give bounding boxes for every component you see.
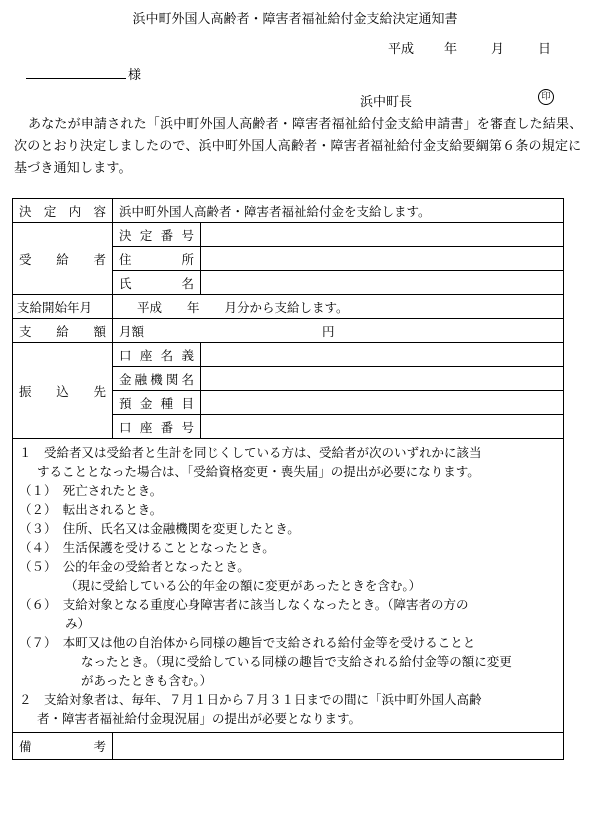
transfer-row-text-char: 機 bbox=[150, 371, 163, 387]
start-month-value: 平成 年 月分から支給します。 bbox=[113, 295, 564, 319]
addressee-suffix: 様 bbox=[128, 68, 142, 83]
recipient-row-text-char: 番 bbox=[160, 227, 174, 243]
recipient-row-text bbox=[119, 250, 194, 268]
decision-label bbox=[13, 199, 113, 223]
transfer-row-text-char: 義 bbox=[181, 347, 194, 363]
amount-label-text bbox=[19, 322, 106, 340]
recipient-row-text-char: 決 bbox=[119, 227, 132, 243]
note-line: なったとき。（現に受給している同様の趣旨で支給される給付金等の額に変更 bbox=[81, 654, 512, 669]
document-title: 浜中町外国人高齢者・障害者福祉給付金支給決定通知書 bbox=[132, 12, 458, 27]
amount-value bbox=[113, 319, 564, 343]
transfer-row-text bbox=[119, 346, 194, 364]
recipient-label bbox=[13, 223, 113, 295]
date-era: 平成 bbox=[388, 42, 415, 57]
recipient-value-field[interactable] bbox=[201, 271, 564, 295]
decision-label-text-char: 内 bbox=[68, 203, 82, 219]
recipient-row-text-char: 定 bbox=[139, 227, 153, 243]
decision-table bbox=[12, 198, 564, 760]
transfer-row-text-char: 融 bbox=[134, 371, 148, 387]
transfer-row-label bbox=[113, 367, 201, 391]
transfer-label-text-char: 込 bbox=[56, 383, 69, 399]
recipient-label-text-char: 給 bbox=[56, 251, 69, 267]
issue-date bbox=[388, 38, 551, 57]
addressee-blank-line bbox=[26, 78, 126, 79]
recipient-row-label bbox=[113, 223, 201, 247]
amount-label-text-char: 支 bbox=[19, 323, 32, 339]
recipient-row-text-char: 号 bbox=[181, 227, 194, 243]
remarks-label-text-char: 考 bbox=[93, 739, 106, 754]
transfer-row-label bbox=[113, 343, 201, 367]
transfer-value-field[interactable] bbox=[201, 343, 564, 367]
notes-section bbox=[13, 439, 564, 733]
note-line: することとなった場合は、「受給資格変更・喪失届」の提出が必要になります。 bbox=[37, 464, 480, 479]
transfer-value-field[interactable] bbox=[201, 415, 564, 439]
transfer-row-text-char: 口 bbox=[119, 347, 132, 363]
note-line: ２ 支給対象者は、毎年、７月１日から７月３１日までの間に「浜中町外国人高齢 bbox=[19, 692, 482, 707]
transfer-row-text-char: 金 bbox=[119, 371, 132, 387]
note-line: （３） 住所、氏名又は金融機関を変更したとき。 bbox=[19, 521, 300, 536]
amount-label-text-char: 額 bbox=[93, 323, 106, 339]
note-line: （６） 支給対象となる重度心身障害者に該当しなくなったとき。（障害者の方の bbox=[19, 597, 469, 612]
recipient-row-text-char: 名 bbox=[181, 275, 194, 291]
recipient-row-text bbox=[119, 274, 194, 292]
note-line: （４） 生活保護を受けることとなったとき。 bbox=[19, 540, 275, 555]
remarks-label-text-char: 備 bbox=[19, 739, 32, 754]
amount-label bbox=[13, 319, 113, 343]
recipient-label-text-char: 者 bbox=[93, 251, 106, 267]
transfer-row-text-char: 種 bbox=[160, 395, 174, 411]
transfer-row-text-char: 座 bbox=[139, 347, 153, 363]
decision-label-text-char: 定 bbox=[43, 203, 57, 219]
transfer-row-text-char: 名 bbox=[160, 347, 174, 363]
transfer-row-text-char: 金 bbox=[139, 395, 153, 411]
transfer-label-text bbox=[19, 382, 106, 400]
recipient-row-label bbox=[113, 247, 201, 271]
note-line: 者・障害者福祉給付金現況届」の提出が必要となります。 bbox=[37, 711, 362, 726]
date-year: 年 bbox=[444, 42, 458, 57]
transfer-label-text-char: 振 bbox=[19, 383, 32, 399]
transfer-value-field[interactable] bbox=[201, 391, 564, 415]
transfer-row-text-char: 口 bbox=[119, 419, 132, 435]
transfer-value-field[interactable] bbox=[201, 367, 564, 391]
recipient-label-text-char: 受 bbox=[19, 251, 32, 267]
recipient-row-text-char: 氏 bbox=[119, 275, 132, 291]
recipient-row-text bbox=[119, 226, 194, 244]
transfer-row-label bbox=[113, 391, 201, 415]
issuer-name: 浜中町長 bbox=[360, 95, 413, 110]
recipient-value-field[interactable] bbox=[201, 223, 564, 247]
recipient-label-text bbox=[19, 250, 106, 268]
note-line: （２） 転出されるとき。 bbox=[19, 502, 163, 517]
transfer-row-text-char: 関 bbox=[165, 371, 179, 387]
remarks-label-text bbox=[19, 737, 106, 755]
intro-paragraph: あなたが申請された「浜中町外国人高齢者・障害者福祉給付金支給申請書」を審査した結果、次のとおり決定しましたので、浜中町外国人高齢者・障害者福祉給付金支給要綱第６条の規定に基づき通知します。 bbox=[14, 117, 583, 176]
seal-mark: 印 bbox=[538, 89, 554, 105]
note-line: １ 受給者又は受給者と生計を同じくしている方は、受給者が次のいずれかに該当 bbox=[19, 445, 482, 460]
transfer-row-text-char: 番 bbox=[160, 419, 174, 435]
decision-value: 浜中町外国人高齢者・障害者福祉給付金を支給します。 bbox=[113, 199, 564, 223]
start-month-label: 支給開始年月 bbox=[13, 295, 113, 319]
transfer-row-text-char: 預 bbox=[119, 395, 132, 411]
note-line: があったときも含む。） bbox=[81, 673, 213, 688]
date-day: 日 bbox=[538, 42, 552, 57]
note-line: （７） 本町又は他の自治体から同様の趣旨で支給される給付金等を受けることと bbox=[19, 635, 476, 650]
transfer-row-text bbox=[119, 370, 194, 388]
transfer-row-text bbox=[119, 418, 194, 436]
recipient-value-field[interactable] bbox=[201, 247, 564, 271]
amount-prefix: 月額 bbox=[119, 323, 145, 339]
note-line: み） bbox=[65, 616, 91, 631]
transfer-row-text-char: 号 bbox=[181, 419, 194, 435]
transfer-row-text-char: 目 bbox=[181, 395, 194, 411]
decision-label-text-char: 容 bbox=[93, 203, 106, 219]
transfer-row-label bbox=[113, 415, 201, 439]
transfer-row-text bbox=[119, 394, 194, 412]
transfer-row-text-char: 名 bbox=[181, 371, 194, 387]
transfer-row-text-char: 座 bbox=[139, 419, 153, 435]
amount-label-text-char: 給 bbox=[56, 323, 69, 339]
decision-label-text bbox=[19, 202, 106, 220]
recipient-row-label bbox=[113, 271, 201, 295]
note-line: （５） 公的年金の受給者となったとき。 bbox=[19, 559, 250, 574]
recipient-row-text-char: 住 bbox=[119, 251, 132, 267]
amount-unit: 円 bbox=[322, 323, 335, 339]
note-line: （１） 死亡されたとき。 bbox=[19, 483, 163, 498]
remarks-field[interactable] bbox=[113, 733, 564, 760]
note-line: （現に受給している公的年金の額に変更があったときを含む。） bbox=[65, 578, 422, 593]
date-month: 月 bbox=[491, 42, 505, 57]
transfer-label-text-char: 先 bbox=[93, 383, 106, 399]
recipient-row-text-char: 所 bbox=[181, 251, 194, 267]
transfer-label bbox=[13, 343, 113, 439]
remarks-label bbox=[13, 733, 113, 760]
decision-label-text-char: 決 bbox=[19, 203, 32, 219]
